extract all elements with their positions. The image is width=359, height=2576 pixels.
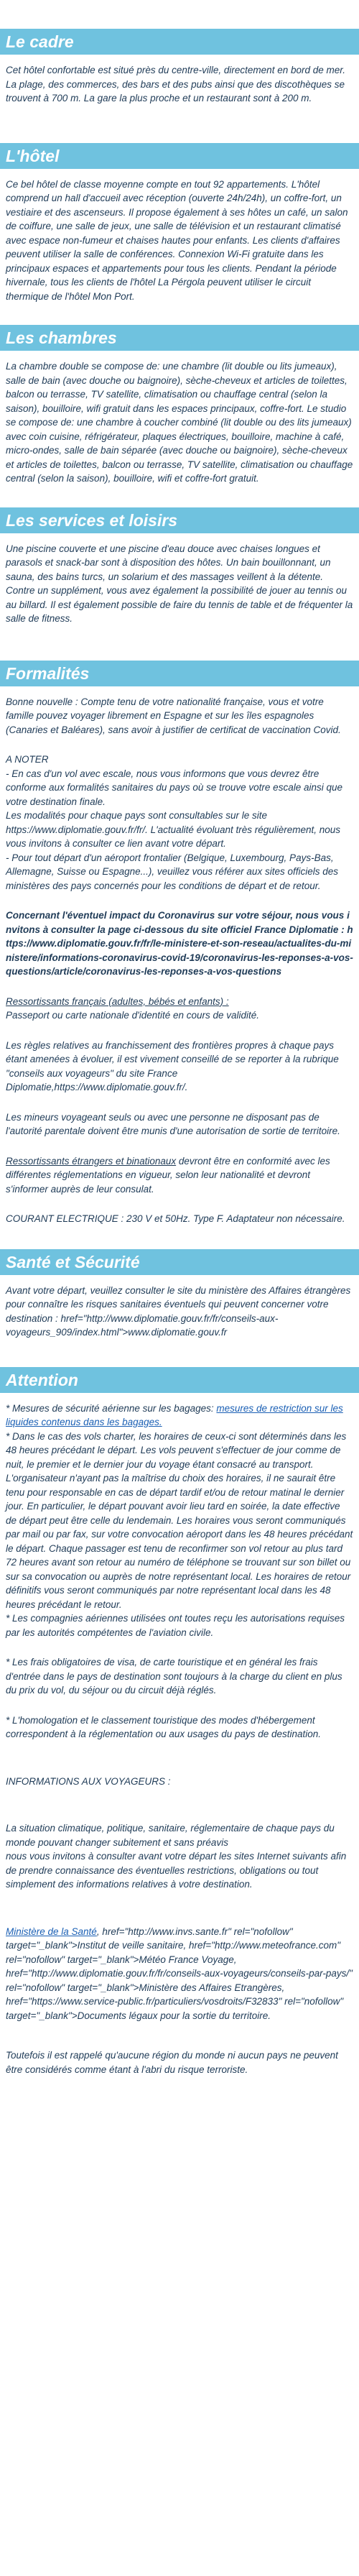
chambres-text: La chambre double se compose de: une chambre (lit double ou lits jumeaux), salle de bain (avec douche ou baignoire), sèche-cheveux et articles de toilettes, balcon ou terrasse, TV satellite, climatisation ou chauffage central (selon la saison), bouilloire, wifi gratuit dans les espaces principaux, coffre-fort. Le studio se compose de: une chambre à coucher combiné (lit double ou des lits jumeaux) avec coin cuisine, réfrigérateur, plaques électriques, bouilloire, machine à café, micro-ondes, salle de bain séparée (avec douche ou baignoire), sèche-cheveux et articles de toilettes, balcon ou terrasse, TV satellite, climatisation ou chauffage central (selon la saison), bouilloire, wifi et coffre-fort gratuit. [6,361,353,484]
formalites-minors: Les mineurs voyageant seuls ou avec une personne ne disposant pas de l'autorité parentale doivent être munis d'une autorisation de sortie de territoire. [6,1111,340,1136]
liquids-restriction-link[interactable]: mesures de restriction sur les liquides contenus dans les bagages. [6,1402,343,1427]
formalites-fr-title: Ressortissants français (adultes, bébés et enfants) : [6,995,229,1007]
section-header-securite: Santé et Sécurité [0,1249,359,1275]
section-header-formalites: Formalités [0,661,359,686]
formalites-electric: COURANT ELECTRIQUE : 230 V et 50Hz. Type F. Adaptateur non nécessaire. [6,1213,345,1224]
attention-homologation: * L'homologation et le classement touristique des modes d'hébergement correspondent à la réglementation ou aux usages du pays de destination. [6,1714,322,1739]
attention-situation: La situation climatique, politique, sanitaire, réglementaire de chaque pays du monde pouvant changer subitement et sans préavis nous vous invitons à consulter avant votre départ les sites Internet suivants afin de prendre connaissance des éventuelles restrictions, obligations ou tout simplement des informations relatives à votre destination. [6,1823,347,1890]
attention-links [6,1925,353,2023]
formalites-rules: Les règles relatives au franchissement des frontières propres à chaque pays étant amenées à évoluer, il est vivement conseillé de se reporter à la rubrique "conseils aux voyageurs" du site France Diplomatie,https://www.diplomatie.gouv.fr/. [6,1039,339,1092]
formalites-p1: Bonne nouvelle : Compte tenu de votre nationalité française, vous et votre famille pouvez voyager librement en Espagne et sur les îles espagnoles (Canaries et Baléares), sans avoir à justifier de certificat de vaccination Covid. [6,696,341,735]
sante-ministry-link[interactable]: Ministère de la Santé [6,1926,97,1937]
section-header-hotel: L'hôtel [0,143,359,169]
formalites-fr-text: Passeport ou carte nationale d'identité en cours de validité. [6,1010,260,1021]
attention-links-rest: , href="http://www.invs.sante.fr" rel="nofollow" target="_blank">Institut de veille sanitaire, href="http://www.meteofrance.com" rel="nofollow" target="_blank">Météo France Voyage, href="http://www.diplomatie.gouv.fr/fr/conseils-aux-voyageurs/conseils-par-pays/" rel="nofollow" target="_blank">Ministère des Affaires Etrangères, href="https://www.service-public.fr/particuliers/vosdroits/F32833" rel="nofollow" target="_blank">Documents légaux pour la sortie du territoire. [6,1926,353,2021]
attention-p1 [6,1402,353,1640]
formalites-foreign-title: Ressortissants étrangers et binationaux [6,1155,177,1167]
section-header-cadre: Le cadre [0,29,359,55]
attention-baggage-lead: * Mesures de sécurité aérienne sur les bagages: [6,1402,217,1414]
services-text: Une piscine couverte et une piscine d'eau douce avec chaises longues et parasols et snack-bar sont à disposition des hôtes. Un bain bouillonnant, un sauna, des bains turcs, un solarium et des massages veillent à la détente. Contre un supplément, vous avez également la possibilité de jouer au tennis ou au billard. Il est également possible de faire du tennis de table et de fréquenter la salle de fitness. [6,543,353,624]
section-header-chambres: Les chambres [0,325,359,351]
hotel-text: Ce bel hôtel de classe moyenne compte en tout 92 appartements. L'hôtel comprend un hall d'accueil avec réception (ouverte 24h/24h), un coffre-fort, un vestiaire et des ascenseurs. Il propose également à ses hôtes un café, un salon de coiffure, une salle de jeux, une salle de télévision et un restaurant climatisé avec espace non-fumeur et chaises hautes pour enfants. Les clients d'affaires peuvent utiliser la salle de conférences. Connexion Wi-Fi gratuite dans les principaux espaces et appartements pour tous les clients. Pendant la période hivernale, tous les clients de l'hôtel La Pérgola peuvent utiliser le circuit thermique de l'hôtel Mon Port. [6,178,348,302]
cadre-text: Cet hôtel confortable est situé près du centre-ville, directement en bord de mer. La plage, des commerces, des bars et des pubs ainsi que des discothèques se trouvent à 700 m. La gare la plus proche et un restaurant sont à 200 m. [6,65,345,104]
securite-text: Avant votre départ, veuillez consulter le site du ministère des Affaires étrangères pour connaître les risques sanitaires éventuels qui peuvent concerner votre destination : href="http://www.diplomatie.gouv.fr/fr/conseils-aux-voyageurs_909/index.html">www.diplomatie.gouv.fr [6,1284,351,1338]
attention-terrorism: Toutefois il est rappelé qu'aucune région du monde ni aucun pays ne peuvent être considérés comme étant à l'abri du risque terroriste. [6,2050,338,2075]
formalites-foreign [6,1154,353,1197]
section-header-services: Les services et loisirs [0,507,359,533]
attention-fees: * Les frais obligatoires de visa, de carte touristique et en général les frais d'entrée dans le pays de destination sont toujours à la charge du client en plus du prix du vol, du séjour ou du circuit déjà réglés. [6,1657,342,1696]
attention-info-title: INFORMATIONS AUX VOYAGEURS : [6,1775,171,1787]
attention-p1-rest: * Dans le cas des vols charter, les horaires de ceux-ci sont déterminés dans les 48 heures précédant le départ. Les vols peuvent s'effectuer de jour comme de nuit, le premier et le dernier jour du voyage étant consacré au transport. L'organisateur n'ayant pas la maîtrise du choix des horaires, il ne saurait être tenu pour responsable en cas de départ tardif et/ou de retour matinal le dernier jour. En particulier, le départ pouvant avoir lieu tard en soirée, la date effective de départ peut être celle du lendemain. Les horaires vous seront communiqués par mail ou par fax, sur votre convocation aéroport dans les 48 heures précédant le départ. Chaque passager est tenu de reconfirmer son vol retour au plus tard 72 heures avant son retour au numéro de téléphone se trouvant sur son billet ou sur sa convocation ou auprès de notre représentant local. Les horaires de retour définitifs vous seront communiqués par notre représentant local dans les 48 heures précédant le retour. * Les compagnies aériennes utilisées ont toutes reçu les autorisations requises par les autorités compétentes de l'aviation civile. [6,1430,353,1638]
section-header-attention: Attention [0,1367,359,1393]
formalites-note: A NOTER - En cas d'un vol avec escale, nous vous informons que vous devrez être conforme aux formalités sanitaires du pays où se trouve votre escale ainsi que votre destination finale. Les modalités pour chaque pays sont consultables sur le site https://www.diplomatie.gouv.fr/fr/. L'actualité évoluant très régulièrement, nous vous invitons à consulter ce lien avant votre départ. - Pour tout départ d'un aéroport frontalier (Belgique, Luxembourg, Pays-Bas, Allemagne, Suisse ou Espagne...), veuillez vous référer aux sites officiels des ministères des pays concernés pour les conditions de départ et de retour. [6,754,342,891]
formalites-foreign-text: devront être en conformité avec les différentes réglementations en vigueur, selon leur nationalité et devront s'informer auprès de leur consulat. [6,1155,330,1195]
formalites-coronavirus: Concernant l'éventuel impact du Coronavirus sur votre séjour, nous vous invitons à consulter la page ci-dessous du site officiel France Diplomatie : https://www.diplomatie.gouv.fr/fr/le-ministere-et-son-reseau/actualites-du-ministere/informations-coronavirus-covid-19/coronavirus-les-reponses-a-vos-questions/article/coronavirus-les-reponses-a-vos-questions [6,910,353,977]
